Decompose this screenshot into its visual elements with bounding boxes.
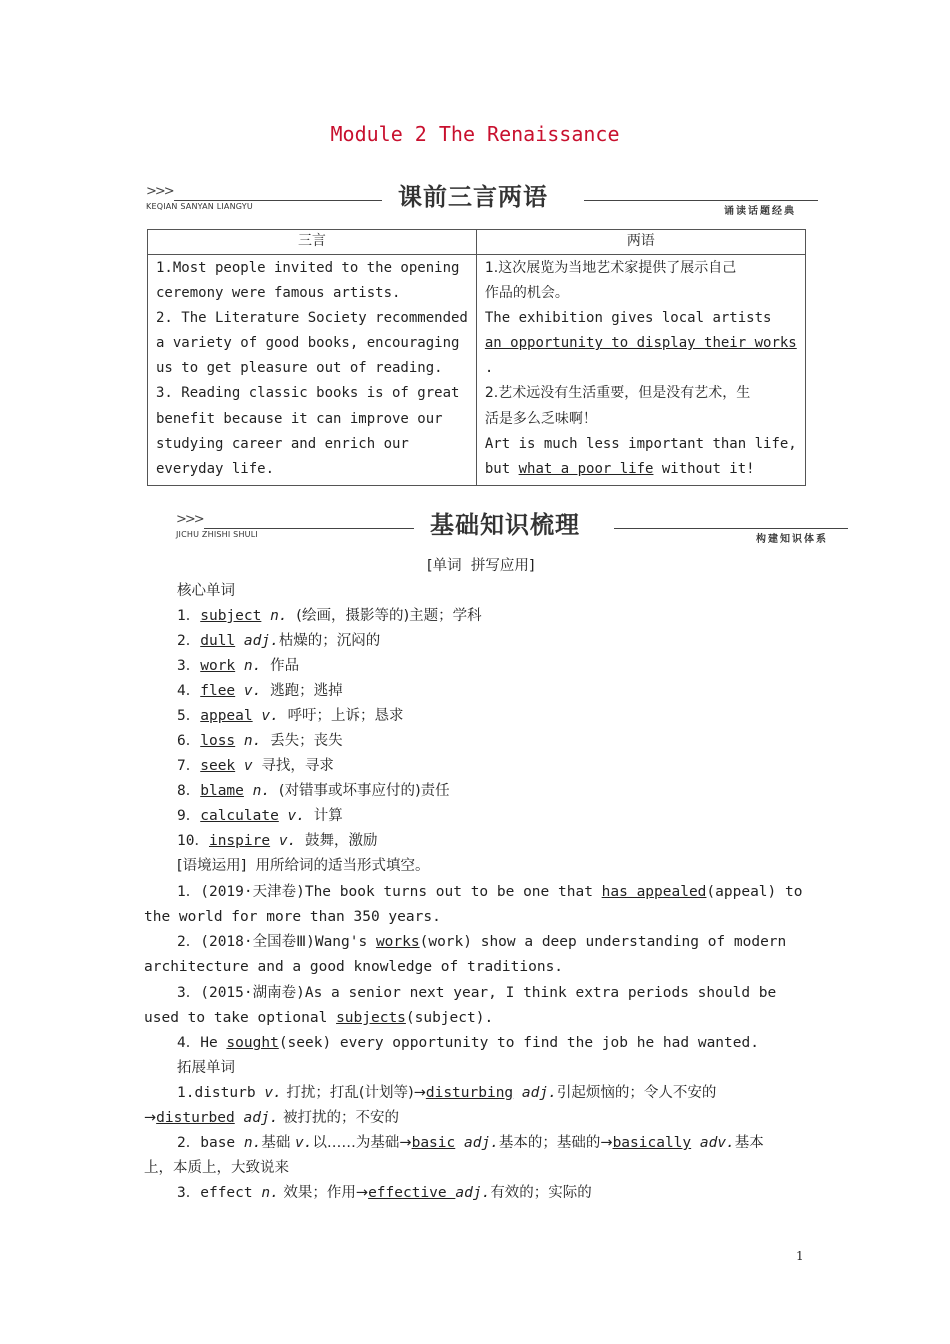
text-span: 引起烦恼的；令人不安的 [556, 1085, 717, 1101]
meaning: (对错事或坏事应付的)责任 [278, 783, 450, 799]
list-item [177, 781, 450, 801]
table-header-liangyu: 两语 [476, 230, 805, 255]
text-line: The exhibition gives local artists [484, 310, 772, 327]
banner-rule-left [204, 528, 414, 529]
text-span: (subject). [405, 1010, 494, 1026]
item-number: 1． [177, 608, 201, 624]
answer-underlined: basic [411, 1135, 456, 1151]
answer-underlined: has appealed [601, 884, 707, 900]
meaning: 逃跑；逃掉 [270, 683, 343, 699]
sanyan-liangyu-table [147, 229, 806, 486]
core-words-title: 核心单词 [177, 583, 235, 599]
answer-underlined: seek [200, 758, 236, 774]
text-span: 打扰；打乱(计划等)→ [281, 1085, 426, 1101]
meaning: 寻找，寻求 [261, 758, 334, 774]
part-of-speech: adj. [513, 1085, 557, 1101]
text-span: 2．base [177, 1135, 244, 1151]
answer-underlined: sought [226, 1035, 279, 1051]
context-title: [语境运用] 用所给词的适当形式填空。 [177, 858, 430, 874]
list-item [177, 731, 343, 751]
answer-underlined: appeal [200, 708, 253, 724]
text-span: (appeal) to [706, 884, 803, 900]
text-span: used to take optional [144, 1010, 337, 1026]
banner-rule-right [584, 200, 818, 201]
meaning: 作品 [270, 658, 300, 674]
meaning: (绘画，摄影等的)主题；学科 [296, 608, 482, 624]
text-line: Art is much less important than life, [484, 435, 797, 452]
answer-underlined: work [200, 658, 236, 674]
banner-subtitle: 构建知识体系 [756, 534, 828, 545]
banner-heading: 基础知识梳理 [430, 511, 580, 539]
list-item [177, 606, 482, 626]
banner-pinyin: JICHU ZHISHI SHULI [176, 530, 258, 539]
item-number: 6． [177, 733, 201, 749]
section-banner-keqian [146, 180, 818, 216]
banner-heading: 课前三言两语 [398, 183, 548, 211]
part-of-speech: v [243, 758, 253, 774]
text-line: benefit because it can improve our [156, 410, 443, 427]
banner-rule-right [614, 528, 848, 529]
text-line: 2. The Literature Society recommended [156, 310, 468, 327]
meaning: 计算 [313, 808, 343, 824]
chevrons-icon: >>> [146, 184, 173, 199]
exercise-line: architecture and a good knowledge of traditions. [144, 959, 564, 975]
text-line: studying career and enrich our [156, 435, 409, 452]
exercise-line [177, 932, 786, 952]
banner-pinyin: KEQIAN SANYAN LIANGYU [146, 202, 253, 211]
text-span: 2．(2018·全国卷Ⅲ)Wang's [177, 934, 376, 950]
answer-underlined: calculate [200, 808, 279, 824]
text-span: 1.disturb [177, 1085, 265, 1101]
text-span: 基本的；基础的→ [498, 1135, 613, 1151]
answer-underlined: loss [200, 733, 236, 749]
banner-subtitle: 诵读话题经典 [724, 206, 796, 217]
part-of-speech: v. [294, 1135, 313, 1151]
text-line [485, 457, 797, 482]
exercise-line [177, 1033, 759, 1053]
part-of-speech: v. [243, 683, 262, 699]
text-span: 被打扰的；不安的 [278, 1110, 399, 1126]
list-item [177, 631, 380, 651]
part-of-speech: n. [252, 783, 271, 799]
item-number: 9． [177, 808, 201, 824]
part-of-speech: adj. [455, 1185, 491, 1201]
text-span: 3．effect [177, 1185, 262, 1201]
text-line: 2.艺术远没有生活重要，但是没有艺术，生 [484, 385, 751, 402]
answer-underlined: flee [200, 683, 236, 699]
item-number: 4． [177, 683, 201, 699]
answer-underlined: subjects [336, 1010, 406, 1026]
text-line: a variety of good books, encouraging [156, 335, 460, 352]
text-line: 3. Reading classic books is of great [156, 385, 460, 402]
part-of-speech: adv. [691, 1135, 735, 1151]
extension-line [177, 1133, 764, 1153]
exercise-line [144, 1008, 493, 1028]
section-banner-jichu [176, 508, 848, 544]
text-span: 基础 [261, 1135, 295, 1151]
text-span: (seek) every opportunity to find the job he had wanted. [278, 1035, 759, 1051]
answer-underlined: disturbing [425, 1085, 514, 1101]
text-span: 1．(2019·天津卷)The book turns out to be one that [177, 884, 602, 900]
answer-underlined: inspire [208, 833, 271, 849]
part-of-speech: n. [243, 1135, 262, 1151]
text-line: everyday life. [156, 460, 275, 477]
meaning: 鼓舞，激励 [305, 833, 378, 849]
meaning: 枯燥的；沉闷的 [278, 633, 381, 649]
text-line: ceremony were famous artists. [156, 285, 401, 302]
meaning: 丢失；丧失 [270, 733, 343, 749]
extension-line [177, 1083, 716, 1103]
extension-title: 拓展单词 [177, 1060, 235, 1076]
table-cell-sanyan [148, 255, 477, 486]
text-line: . [484, 360, 494, 377]
list-item [177, 681, 343, 701]
section-label: [单词 拼写应用] [427, 558, 535, 574]
part-of-speech: v. [261, 708, 279, 724]
item-number: 10． [177, 833, 209, 849]
text-span: 有效的；实际的 [490, 1185, 592, 1201]
text-line: 作品的机会。 [484, 285, 569, 302]
text-span: → [144, 1110, 157, 1126]
part-of-speech: v. [278, 833, 297, 849]
list-item [177, 806, 343, 826]
table-header-sanyan: 三言 [148, 230, 477, 255]
chevrons-icon: >>> [176, 512, 203, 527]
exercise-line [177, 882, 802, 902]
answer-underlined: basically [612, 1135, 692, 1151]
exercise-line: 3．(2015·湖南卷)As a senior next year, I think extra periods should be [177, 985, 777, 1001]
text-span: but [484, 460, 519, 477]
part-of-speech: n. [243, 733, 262, 749]
page-number: 1 [796, 1249, 804, 1263]
answer-underlined: what a poor life [518, 460, 654, 477]
banner-rule-left [174, 200, 382, 201]
extension-line [144, 1108, 399, 1128]
answer-underlined: an opportunity to display their works [484, 335, 797, 352]
text-line: 1.这次展览为当地艺术家提供了展示自己 [484, 260, 737, 276]
part-of-speech: adj. [243, 633, 279, 649]
text-line: 活是多么乏味啊！ [484, 410, 597, 427]
list-item [177, 831, 378, 851]
item-number: 5． [177, 708, 201, 724]
answer-underlined: dull [200, 633, 236, 649]
text-span: without it! [653, 460, 755, 477]
answer-underlined: disturbed [156, 1110, 235, 1126]
part-of-speech: n. [270, 608, 288, 624]
extension-line: 上，本质上，大致说来 [144, 1160, 289, 1176]
item-number: 3． [177, 658, 201, 674]
table-cell-liangyu [476, 255, 805, 486]
text-span: (work) show a deep understanding of modern [419, 934, 787, 950]
answer-underlined: effective [368, 1185, 456, 1201]
page-title: Module 2 The Renaissance [330, 122, 620, 146]
text-span: 基本 [734, 1135, 764, 1151]
part-of-speech: n. [261, 1185, 279, 1201]
part-of-speech: adj. [234, 1110, 279, 1126]
part-of-speech: v. [264, 1085, 282, 1101]
part-of-speech: v. [287, 808, 306, 824]
list-item [177, 706, 404, 726]
answer-underlined: works [375, 934, 420, 950]
exercise-line: the world for more than 350 years. [144, 909, 441, 925]
answer-underlined: subject [200, 608, 262, 624]
answer-underlined: blame [200, 783, 244, 799]
extension-line [177, 1183, 592, 1203]
list-item [177, 756, 334, 776]
part-of-speech: adj. [455, 1135, 499, 1151]
part-of-speech: n. [243, 658, 262, 674]
text-span: 以……为基础→ [312, 1135, 412, 1151]
meaning: 呼吁；上诉；恳求 [287, 708, 404, 724]
text-line: 1.Most people invited to the opening [156, 260, 460, 276]
item-number: 2． [177, 633, 201, 649]
list-item [177, 656, 299, 676]
item-number: 8． [177, 783, 201, 799]
text-span: 效果；作用→ [278, 1185, 369, 1201]
text-span: 4．He [177, 1035, 227, 1051]
text-line: us to get pleasure out of reading. [156, 360, 443, 377]
item-number: 7． [177, 758, 201, 774]
